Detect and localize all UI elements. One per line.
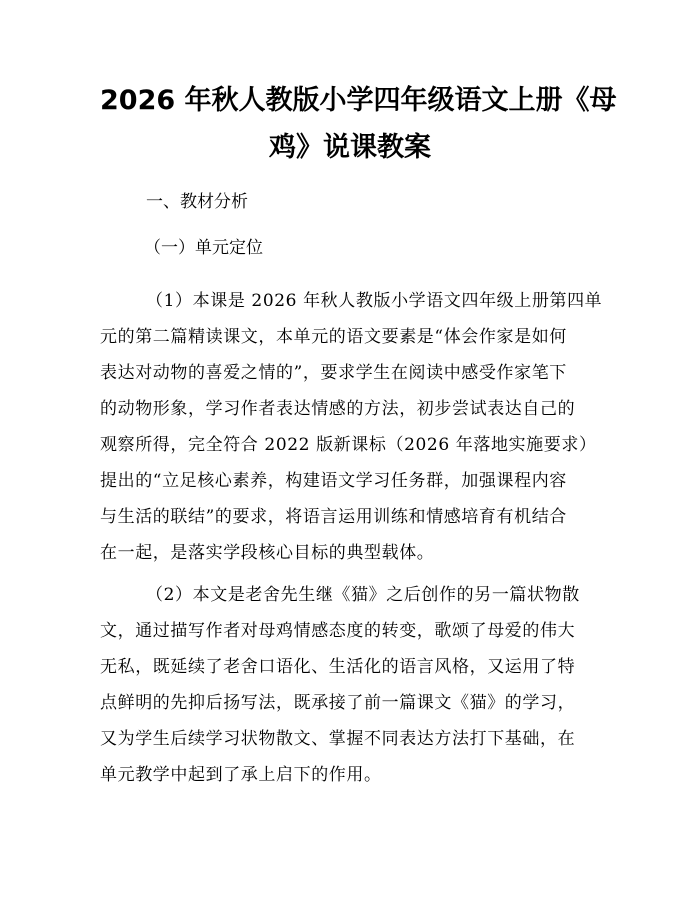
section-heading: 一、教材分析	[146, 192, 248, 212]
paragraph-line: 文，通过描写作者对母鸡情感态度的转变，歌颂了母爱的伟大	[100, 621, 576, 641]
paragraph-line: 无私，既延续了老舍口语化、生活化的语言风格，又运用了特	[100, 657, 576, 677]
paragraph-line: 单元教学中起到了承上启下的作用。	[100, 765, 382, 785]
paragraph-line: 与生活的联结”的要求，将语言运用训练和情感培育有机结合	[100, 507, 567, 527]
paragraph-line: 观察所得，完全符合 2022 版新课标（2026 年落地实施要求）	[100, 435, 597, 455]
subsection-heading: （一）单元定位	[144, 238, 263, 258]
paragraph-line: 点鲜明的先抑后扬写法，既承接了前一篇课文《猫》的学习，	[100, 693, 576, 713]
paragraph-line: 又为学生后续学习状物散文、掌握不同表达方法打下基础，在	[100, 729, 576, 749]
paragraph-line: 在一起，是落实学段核心目标的典型载体。	[100, 543, 435, 563]
paragraph-line: （2）本文是老舍先生继《猫》之后创作的另一篇状物散	[146, 585, 580, 605]
paragraph-line: （1）本课是 2026 年秋人教版小学语文四年级上册第四单	[146, 291, 603, 311]
paragraph-line: 的动物形象，学习作者表达情感的方法，初步尝试表达自己的	[100, 399, 576, 419]
paragraph-line: 表达对动物的喜爱之情的”，要求学生在阅读中感受作家笔下	[100, 363, 567, 383]
document-title-line-1: 2026 年秋人教版小学四年级语文上册《母	[100, 85, 617, 116]
document-title-line-2: 鸡》说课教案	[269, 132, 431, 163]
paragraph-line: 提出的“立足核心素养，构建语文学习任务群，加强课程内容	[100, 471, 567, 491]
paragraph-line: 元的第二篇精读课文，本单元的语文要素是“体会作家是如何	[100, 327, 567, 347]
